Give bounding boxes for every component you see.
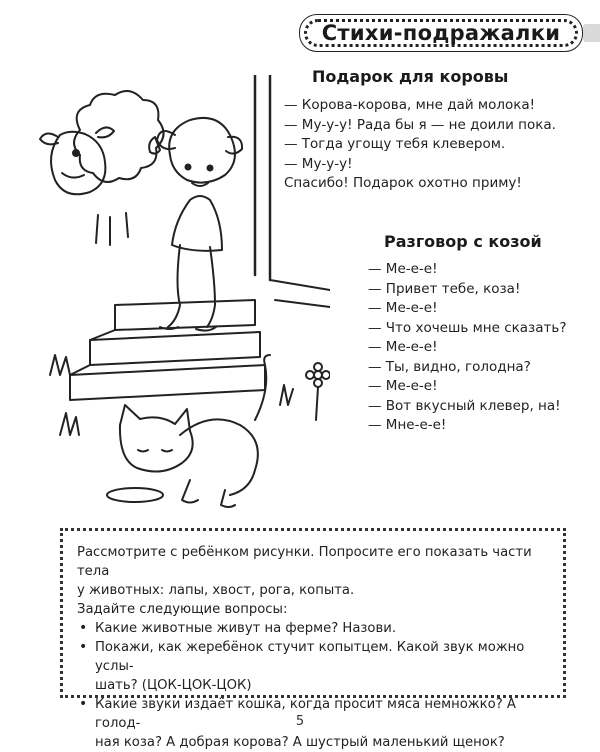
question-text-continued: ная коза? А добрая корова? А шустрый маленький щенок? [95, 735, 505, 750]
sheep-drawing [40, 91, 164, 245]
instruction-line: Задайте следующие вопросы: [77, 602, 288, 617]
poem-line: — Вот вкусный клевер, на! [368, 397, 561, 414]
poem-line: — Ме-е-е! [368, 300, 438, 316]
question-text-continued: шать? (ЦОК-ЦОК-ЦОК) [95, 678, 252, 693]
question-list [77, 619, 551, 752]
parent-instructions-box [60, 528, 566, 750]
page-number: 5 [295, 714, 305, 729]
instruction-line: у животных: лапы, хвост, рога, копыта. [77, 583, 355, 598]
porch-steps-drawing [70, 280, 330, 400]
poem-line: — Му-у-у! Рада бы я — не доили пока. [284, 116, 556, 133]
question-text: Какие животные живут на ферме? Назови. [95, 621, 397, 636]
cat-drawing [107, 355, 270, 507]
poem-title-cow: Подарок для коровы [312, 67, 509, 86]
instruction-line: Рассмотрите с ребёнком рисунки. Попросите его показать части тела [77, 545, 532, 579]
poem-line: — Ме-е-е! [368, 378, 438, 394]
poem-line: — Му-у-у! [284, 155, 353, 172]
section-title: Стихи-подражалки [321, 21, 561, 45]
question-text: Покажи, как жеребёнок стучит копытцем. Какой звук можно услы- [95, 640, 525, 674]
poem-line: — Ме-е-е! [368, 261, 438, 277]
poem-body-goat [368, 260, 567, 436]
poem-line: — Тогда угощу тебя клевером. [284, 136, 506, 152]
question-item [77, 638, 551, 695]
question-item [77, 619, 551, 638]
poem-title-goat: Разговор с козой [384, 232, 542, 251]
question-text: Какие звуки издаёт кошка, когда просит мяса немножко? А голод- [95, 697, 516, 731]
poem-line: — Корова-корова, мне дай молока! [284, 97, 536, 113]
section-title-frame [304, 19, 578, 47]
flower-drawing [306, 363, 330, 420]
poem-body-cow [284, 96, 556, 194]
poem-line: Спасибо! Подарок охотно приму! [284, 175, 522, 191]
poem-line: — Ме-е-е! [368, 339, 438, 355]
poem-line: — Что хочешь мне сказать? [368, 319, 567, 336]
girl-drawing [149, 118, 242, 331]
poem-line: — Мне-е-е! [368, 417, 447, 433]
page-edge-tab [583, 24, 600, 42]
poem-line: — Привет тебе, коза! [368, 280, 521, 297]
poem-line: — Ты, видно, голодна? [368, 358, 531, 375]
section-title-badge [299, 14, 583, 52]
